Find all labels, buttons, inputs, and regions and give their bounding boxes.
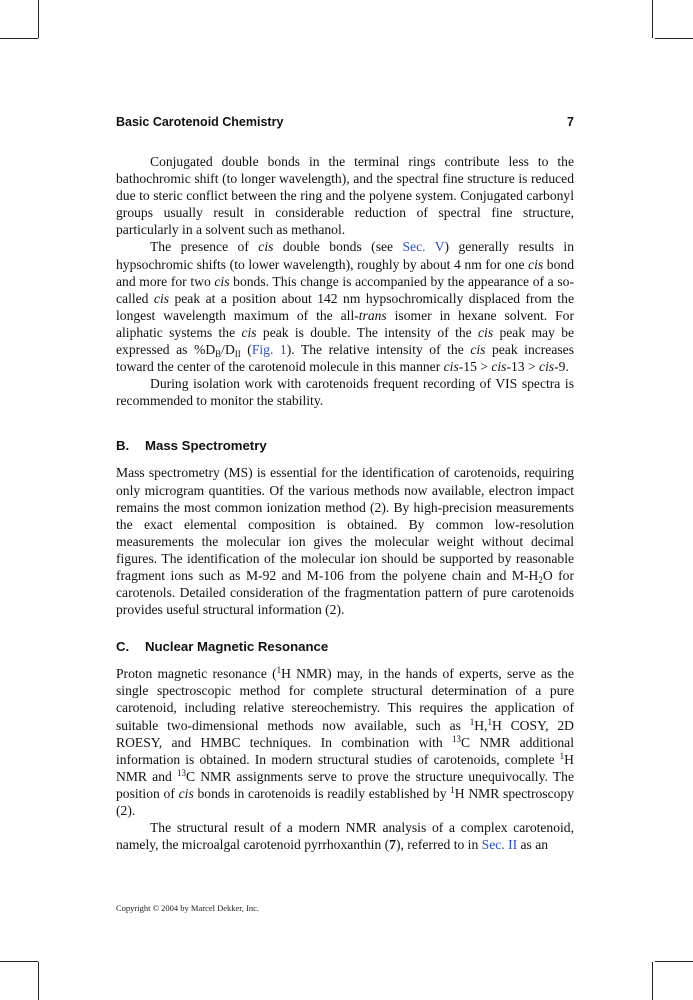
crop-mark [652,0,653,38]
link-figure-1[interactable]: Fig. 1 [251,342,287,358]
crop-mark [655,38,693,39]
paragraph: The presence of cis double bonds (see Sec. V) generally results in hypsochromic shifts (to lower wavelength), roughly by about 4 nm for one cis bond and more for two cis bonds. This change is accompanied by the appearance of a so-called cis peak at a position about 142 nm hypsochromically displaced from the longest wavelength maximum of the all-trans isomer in hexane solvent. For aliphatic systems the cis peak is double. The intensity of the cis peak may be expressed as $\%D_B/D_{II}$ (Fig. 1). The relative intensity of the cis peak increases toward the center of the carotenoid molecule in this manner cis-15 > cis-13 > cis-9. [116,239,575,375]
page-number: 7 [567,115,574,129]
section-heading-b: B. Mass Spectrometry [116,438,267,454]
paragraph: The structural result of a modern NMR analysis of a complex carotenoid, namely, the microalgal carotenoid pyrrhoxanthin (7), referred to in Sec. II as an [116,820,574,853]
running-head [116,115,574,129]
paragraph: Conjugated double bonds in the terminal rings contribute less to the bathochromic shift (to longer wavelength), and the spectral fine structure is reduced due to steric conflict between the ring and the polyene system. Conjugated carbonyl groups usually result in considerable reduction of spectral fine structure, particularly in a solvent such as methanol. [116,154,574,238]
crop-mark [655,961,693,962]
paragraph: During isolation work with carotenoids frequent recording of VIS spectra is recommended to monitor the stability. [116,376,574,409]
link-section-v[interactable]: Sec. V [402,239,445,255]
paragraph: Proton magnetic resonance ($^1$H NMR) may, in the hands of experts, serve as the single spectroscopic method for complete structural determination of a pure carotenoid, including relative stereochemistry. This requires the application of suitable two-dimensional methods now available, such as $^1$H,$^1$H COSY, 2D ROESY, and HMBC techniques. In combination with $^{13}$C NMR additional information is obtained. In modern structural studies of carotenoids, complete $^1$H NMR and $^{13}$C NMR assignments serve to prove the structure unequivocally. The position of cis bonds in carotenoids is readily established by $^1$H NMR spectroscopy (2). [116,665,575,818]
crop-mark [652,962,653,1000]
running-head-title: Basic Carotenoid Chemistry [116,115,284,129]
crop-mark [0,961,38,962]
link-section-ii[interactable]: Sec. II [481,837,518,853]
body-text [116,153,574,853]
crop-mark [38,962,39,1000]
paragraph: Mass spectrometry (MS) is essential for the identification of carotenoids, requiring only microgram quantities. Of the various methods now available, electron impact remains the most common ionization method (2). By high-precision measurements the exact elemental composition is obtained. By common low-resolution measurements the molecular ion gives the molecular weight without decimal figures. The identification of the molecular ion should be supported by reasonable fragment ions such as M-92 and M-106 from the polyene chain and $M-H_2O$ for carotenols. Detailed consideration of the fragmentation pattern of pure carotenoids provides useful structural information (2). [116,465,574,618]
section-heading-c: C. Nuclear Magnetic Resonance [116,639,329,655]
copyright-notice: Copyright © 2004 by Marcel Dekker, Inc. [116,903,260,913]
crop-mark [38,0,39,38]
crop-mark [0,38,38,39]
